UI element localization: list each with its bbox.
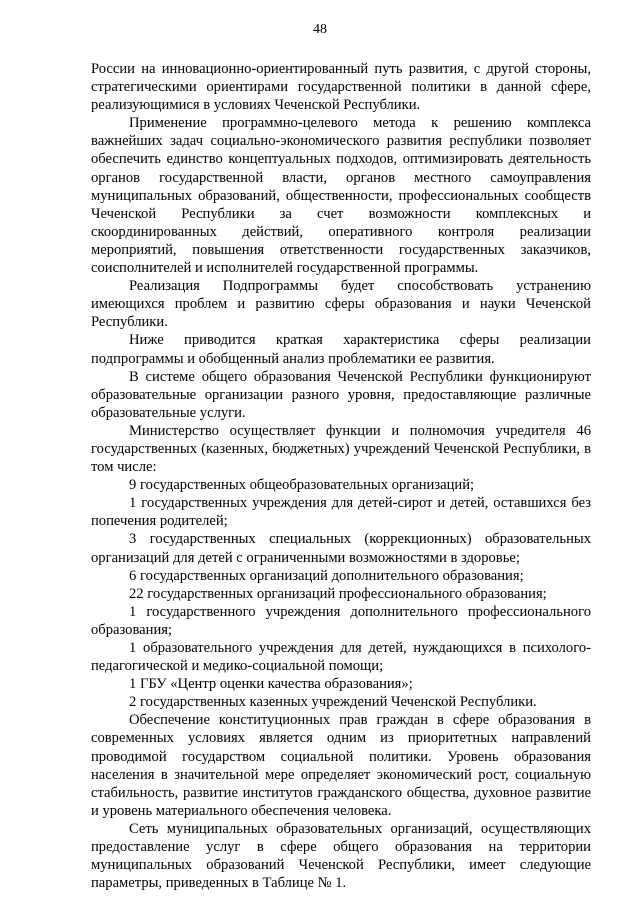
paragraph-subprogram-implementation: Реализация Подпрограммы будет способствовать устранению имеющихся проблем и развитию сферы образования и науки Чеченской Республики. (91, 278, 591, 331)
list-item-additional-professional-education: 1 государственного учреждения дополнительного профессионального образования; (91, 603, 591, 638)
document-body (91, 60, 591, 892)
page-number: 48 (313, 22, 327, 37)
list-item-special-education-orgs: 3 государственных специальных (коррекционных) образовательных организаций для детей с ограниченными возможностями в здоровье; (91, 531, 591, 566)
list-item-state-institutions: 2 государственных казенных учреждений Чеченской Республики. (129, 694, 537, 711)
list-item-orphan-institutions: 1 государственных учреждения для детей-сирот и детей, оставшихся без попечения родителей; (91, 495, 591, 530)
paragraph-municipal-network: Сеть муниципальных образовательных организаций, осуществляющих предоставление услуг в сфере общего образования на территории муниципальных образований Чеченской Республики, имеет следующие параметры, приведенных в Таблице № 1. (91, 820, 591, 892)
list-item-general-education-orgs: 9 государственных общеобразовательных организаций; (129, 477, 475, 494)
paragraph-characteristics-intro: Ниже приводится краткая характеристика сферы реализации подпрограммы и обобщенный анализ проблематики ее развития. (91, 332, 591, 367)
list-item-professional-education-orgs: 22 государственных организаций профессионального образования; (129, 585, 547, 602)
list-item-additional-education-orgs: 6 государственных организаций дополнительного образования; (129, 567, 524, 584)
paragraph-continuation: России на инновационно-ориентированный путь развития, с другой стороны, стратегическими ориентирами государственной политики в данной сфере, реализующимися в условиях Чеченской Республики. (91, 61, 591, 114)
list-item-quality-assessment-center: 1 ГБУ «Центр оценки качества образования»; (129, 676, 413, 693)
paragraph-general-education-system: В системе общего образования Чеченской Республики функционируют образовательные организации разного уровня, предоставляющие различные образовательные услуги. (91, 368, 591, 421)
paragraph-constitutional-rights: Обеспечение конституционных прав граждан в сфере образования в современных условиях является одним из приоритетных направлений проводимой государством социальной политики. Уровень образования населения в значительной мере определяет экономический рост, социальную стабильность, развитие институтов гражданского общества, духовное развитие и уровень материального обеспечения человека. (91, 712, 591, 819)
paragraph-program-method: Применение программно-целевого метода к решению комплекса важнейших задач социально-экономического развития республики позволяет обеспечить единство концептуальных подходов, оптимизировать деятельность органов государственной власти, органов местного самоуправления муниципальных образований, общественности, профессиональных сообществ Чеченской Республики за счет возможности комплексных и скоординированных действий, оперативного контроля реализации мероприятий, повышения ответственности государственных заказчиков, соисполнителей и исполнителей государственной программы. (91, 115, 591, 277)
list-item-psychological-assistance: 1 образовательного учреждения для детей, нуждающихся в психолого-педагогической и медико-социальной помощи; (91, 640, 591, 675)
paragraph-ministry-functions: Министерство осуществляет функции и полномочия учредителя 46 государственных (казенных, бюджетных) учреждений Чеченской Республики, в том числе: (91, 422, 591, 476)
